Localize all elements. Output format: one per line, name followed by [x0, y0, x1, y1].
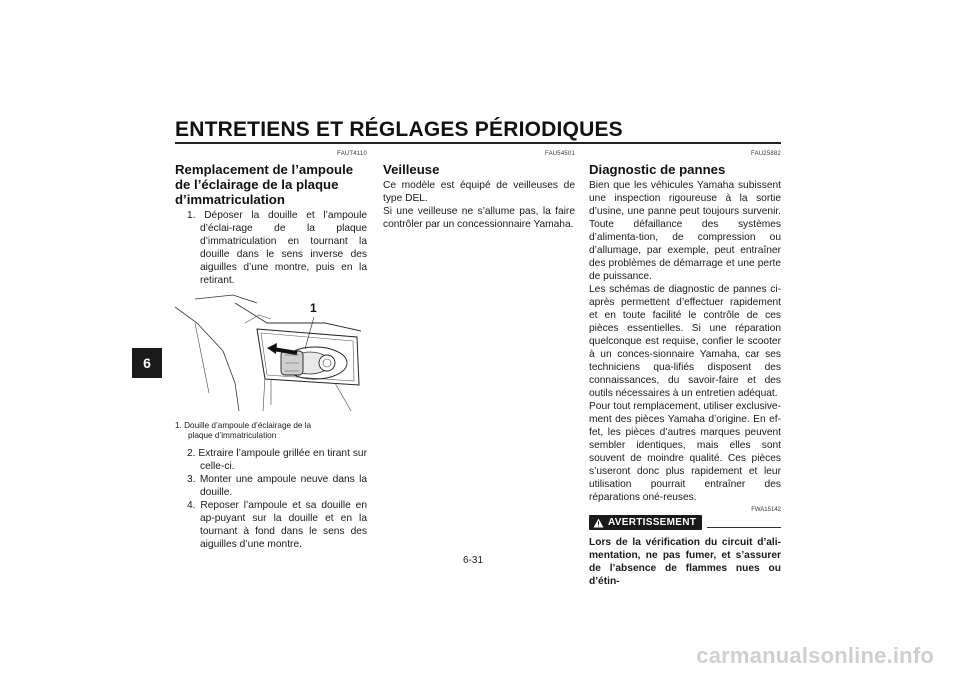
section-title: Remplacement de l’ampoule de l’éclairage de la plaque d’immatriculation — [175, 162, 354, 207]
steps-list-after — [175, 447, 367, 551]
column-position-light — [383, 151, 575, 231]
caption-line: plaque d’immatriculation — [188, 431, 277, 440]
warning-header — [589, 515, 781, 530]
caption-line: 1. Douille d’ampoule d’éclairage de la — [175, 421, 312, 430]
section-code: FAU25882 — [751, 151, 781, 157]
warning-rule — [707, 527, 781, 528]
step-item: 1. Déposer la douille et l’ampoule d’éclai-rage de la plaque d’immatriculation en tournant la douille dans le sens inverse des aiguilles d’une montre, puis en la retirant. — [187, 210, 367, 286]
page-number: 6-31 — [463, 555, 484, 566]
chapter-tab: 6 — [132, 348, 162, 378]
figure-callout-number: 1 — [310, 301, 317, 315]
warning-code: FWA15142 — [751, 507, 781, 513]
paragraph: Bien que les véhicules Yamaha subissent une inspection rigoureuse à la sortie d’usine, une panne peut toujours survenir. Toute défaillance des systèmes d’alimenta-tion, de compression ou d’allumage, par exemple, peut entraîner des problèmes de démarrage et une perte de puissance. — [589, 180, 781, 282]
section-code: FAU54501 — [545, 151, 575, 157]
figure-caption — [175, 421, 367, 441]
bulb-socket-illustration — [175, 293, 367, 415]
paragraph: Ce modèle est équipé de veilleuses de type DEL. — [383, 180, 575, 204]
step-item: 3. Monter une ampoule neuve dans la douille. — [187, 474, 367, 498]
section-code: FAUT4110 — [337, 151, 367, 157]
step-item: 4. Reposer l’ampoule et sa douille en ap-puyant sur la douille et en la tournant à fond dans le sens des aiguilles d’une montre. — [187, 500, 367, 550]
warning-label: AVERTISSEMENT — [608, 517, 697, 528]
column-license-plate-bulb — [175, 151, 367, 551]
page-title: ENTRETIENS ET RÉGLAGES PÉRIODIQUES — [175, 118, 623, 141]
section-title: Veilleuse — [383, 162, 440, 177]
paragraph: Les schémas de diagnostic de pannes ci-après permettent d’effectuer rapidement et en toute facilité le contrôle de ces pièces essentielles. Si une réparation quelconque est requise, confier le scooter à un conces-sionnaire Yamaha, car ses techniciens qua-lifiés disposent des connaissances, du savoir-faire et des outils nécessaires à un entretien adéquat. — [589, 284, 781, 399]
license-plate-bulb-figure — [175, 293, 367, 415]
paragraph: Pour tout remplacement, utiliser exclusive-ment des pièces Yamaha d’origine. En ef-fet, les pièces d’autres marques peuvent sembler identiques, mais elles sont souvent de moindre qualité. Ces pièces s’useront donc plus rapidement et leur utilisation pourrait entraîner des réparations oné-reuses. — [589, 401, 781, 503]
warning-badge — [589, 515, 702, 530]
column-troubleshooting — [589, 151, 781, 588]
section-title: Diagnostic de pannes — [589, 162, 726, 177]
header-rule — [175, 142, 781, 144]
step-item: 2. Extraire l’ampoule grillée en tirant sur celle-ci. — [187, 448, 367, 472]
warning-triangle-icon — [593, 518, 604, 528]
warning-text: Lors de la vérification du circuit d’ali-mentation, ne pas fumer, et s’assurer de l’absence de flammes nues ou d’étin- — [589, 537, 781, 587]
steps-list-before — [175, 209, 367, 287]
watermark: carmanualsonline.info — [696, 643, 934, 668]
paragraph: Si une veilleuse ne s’allume pas, la faire contrôler par un concessionnaire Yamaha. — [383, 206, 575, 230]
